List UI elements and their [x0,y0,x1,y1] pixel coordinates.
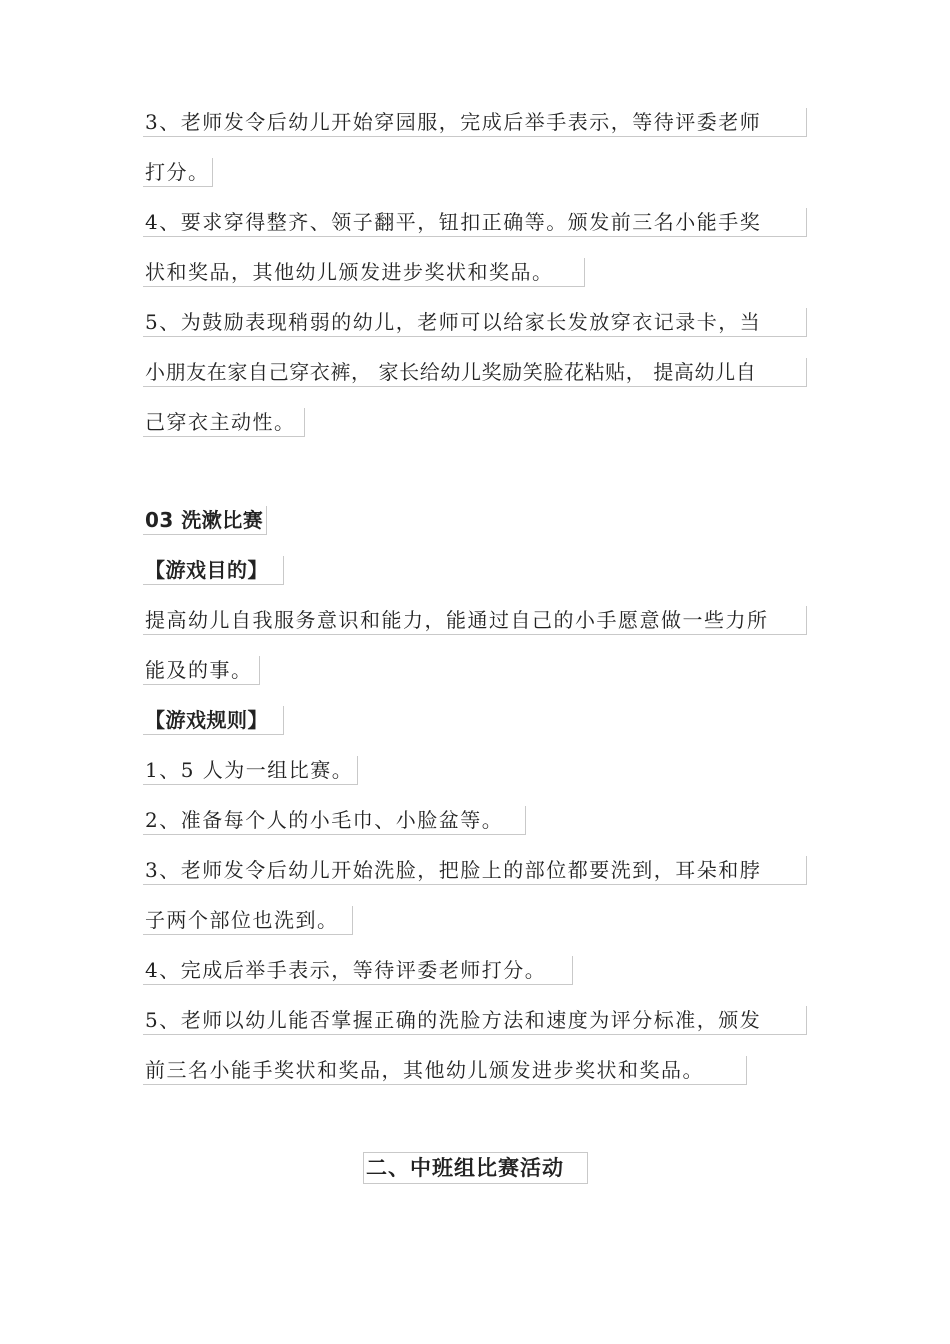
paragraph-line: 打分。 [143,158,213,187]
rule-item: 2、准备每个人的小毛巾、小脸盆等。 [143,806,526,835]
rule-item: 前三名小能手奖状和奖品，其他幼儿颁发进步奖状和奖品。 [143,1056,747,1085]
paragraph-line: 己穿衣主动性。 [143,408,305,437]
rule-item: 子两个部位也洗到。 [143,906,353,935]
paragraph-line: 状和奖品，其他幼儿颁发进步奖状和奖品。 [143,258,585,287]
purpose-heading: 【游戏目的】 [143,556,284,585]
section-heading: 二、中班组比赛活动 [363,1152,588,1184]
paragraph-line: 4、要求穿得整齐、领子翻平，钮扣正确等。颁发前三名小能手奖 [143,208,807,237]
paragraph-line: 小朋友在家自己穿衣裤， 家长给幼儿奖励笑脸花粘贴， 提高幼儿自 [143,358,807,387]
rule-item: 5、老师以幼儿能否掌握正确的洗脸方法和速度为评分标准，颁发 [143,1006,807,1035]
subsection-title: 03 洗漱比赛 [143,506,267,535]
rule-item: 3、老师发令后幼儿开始洗脸，把脸上的部位都要洗到，耳朵和脖 [143,856,807,885]
paragraph-line: 3、老师发令后幼儿开始穿园服，完成后举手表示，等待评委老师 [143,108,807,137]
rule-item: 1、5 人为一组比赛。 [143,756,358,785]
rules-heading: 【游戏规则】 [143,706,284,735]
rule-item: 4、完成后举手表示，等待评委老师打分。 [143,956,573,985]
paragraph-line: 5、为鼓励表现稍弱的幼儿，老师可以给家长发放穿衣记录卡，当 [143,308,807,337]
paragraph-line: 提高幼儿自我服务意识和能力，能通过自己的小手愿意做一些力所 [143,606,807,635]
paragraph-line: 能及的事。 [143,656,260,685]
